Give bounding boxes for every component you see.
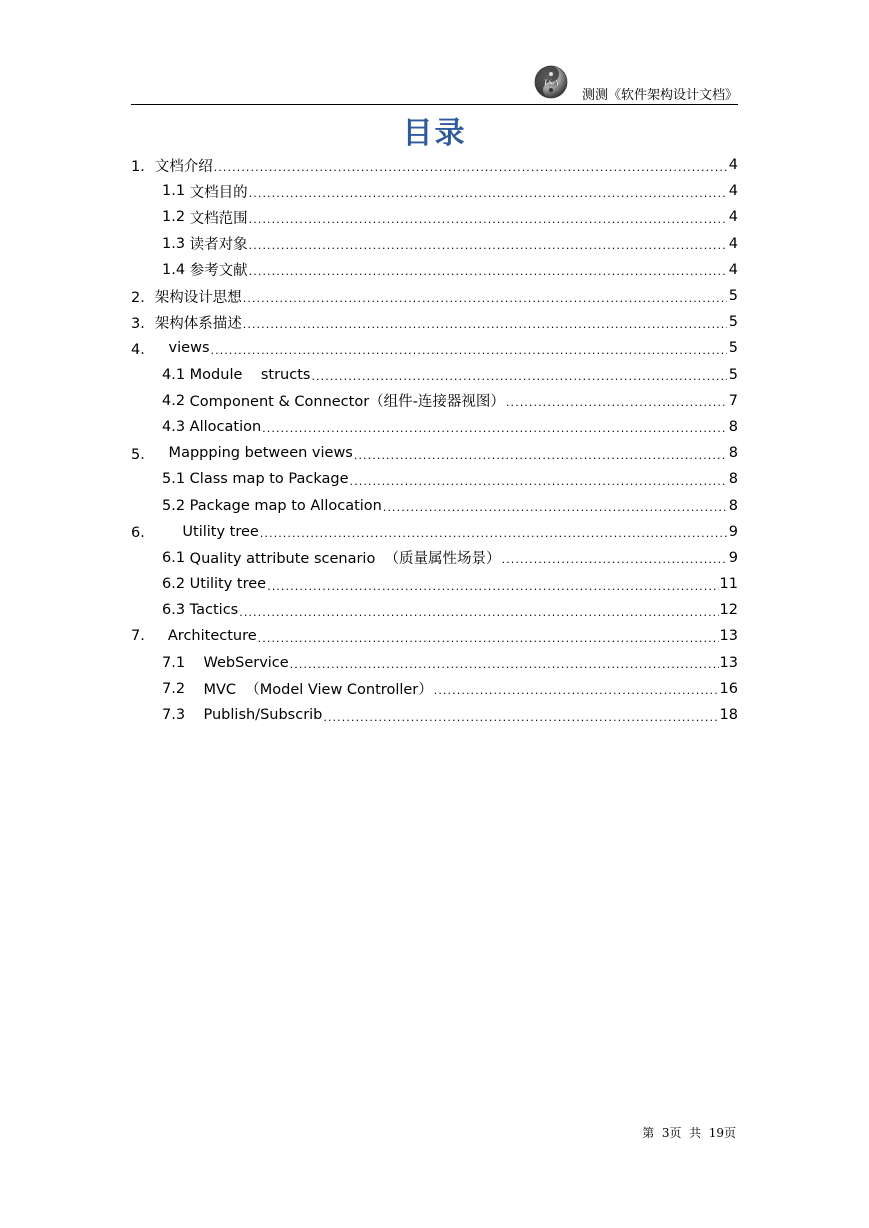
toc-entry-title: views bbox=[154, 340, 210, 357]
toc-entry-number: 6.2 bbox=[162, 576, 190, 593]
toc-entry-page: 4 bbox=[728, 235, 738, 252]
toc-leader-dots bbox=[258, 632, 719, 645]
toc-entry-title: 文档目的 bbox=[189, 184, 248, 201]
table-of-contents bbox=[131, 152, 738, 728]
toc-entry-title: Utility tree bbox=[154, 523, 259, 540]
page-header bbox=[131, 62, 738, 105]
toc-entry-title: Architecture bbox=[167, 628, 257, 645]
toc-entry[interactable] bbox=[131, 623, 738, 649]
toc-entry[interactable] bbox=[131, 545, 738, 571]
toc-entry-title: 参考文献 bbox=[189, 263, 248, 280]
toc-leader-dots bbox=[214, 161, 727, 174]
toc-entry[interactable] bbox=[131, 702, 738, 728]
toc-entry-title: Quality attribute scenario （质量属性场景） bbox=[189, 551, 501, 568]
toc-entry-title: Publish/Subscrib bbox=[203, 707, 323, 724]
toc-entry-title: Component & Connector（组件-连接器视图） bbox=[189, 394, 505, 411]
logo bbox=[534, 65, 568, 99]
toc-entry[interactable] bbox=[131, 466, 738, 492]
toc-entry-title: Class map to Package bbox=[189, 471, 349, 488]
toc-leader-dots bbox=[249, 213, 727, 226]
toc-entry[interactable] bbox=[131, 362, 738, 388]
toc-entry-title: Allocation bbox=[189, 418, 262, 435]
toc-entry[interactable] bbox=[131, 204, 738, 230]
toc-entry-title: 架构设计思想 bbox=[154, 289, 242, 306]
toc-entry-number: 7.1 bbox=[162, 654, 204, 671]
toc-entry-page: 9 bbox=[728, 523, 738, 540]
toc-leader-dots bbox=[243, 318, 727, 331]
toc-entry-number: 7. bbox=[131, 628, 168, 645]
toc-entry-page: 5 bbox=[728, 340, 738, 357]
toc-entry[interactable] bbox=[131, 178, 738, 204]
toc-entry[interactable] bbox=[131, 309, 738, 335]
toc-entry-number: 5． bbox=[131, 446, 155, 463]
toc-leader-dots bbox=[502, 553, 727, 566]
toc-entry-number: 6． bbox=[131, 525, 155, 542]
toc-entry-title: Mappping between views bbox=[154, 445, 353, 462]
toc-entry-number: 1.3 bbox=[162, 235, 190, 252]
toc-entry-page: 11 bbox=[719, 576, 738, 593]
toc-leader-dots bbox=[267, 580, 718, 593]
toc-entry-title: 文档介绍 bbox=[154, 158, 213, 175]
toc-entry-page: 4 bbox=[728, 157, 738, 174]
toc-entry-number: 7.3 bbox=[162, 707, 204, 724]
toc-entry[interactable] bbox=[131, 414, 738, 440]
toc-leader-dots bbox=[249, 187, 727, 200]
toc-entry-page: 8 bbox=[728, 445, 738, 462]
toc-entry-title: Module structs bbox=[189, 366, 311, 383]
toc-entry-number: 6.3 bbox=[162, 602, 190, 619]
toc-entry-page: 8 bbox=[728, 471, 738, 488]
toc-entry-number: 3． bbox=[131, 315, 155, 332]
toc-entry[interactable] bbox=[131, 676, 738, 702]
toc-entry-page: 9 bbox=[728, 549, 738, 566]
toc-entry-page: 5 bbox=[728, 314, 738, 331]
toc-entry[interactable] bbox=[131, 519, 738, 545]
toc-entry-title: 架构体系描述 bbox=[154, 315, 242, 332]
toc-entry[interactable] bbox=[131, 257, 738, 283]
toc-entry-number: 1.2 bbox=[162, 209, 190, 226]
toc-entry-title: 文档范围 bbox=[189, 210, 248, 227]
toc-entry-title: MVC （Model View Controller） bbox=[203, 682, 433, 699]
toc-leader-dots bbox=[290, 658, 719, 671]
toc-leader-dots bbox=[211, 344, 727, 357]
toc-entry-number: 2． bbox=[131, 289, 155, 306]
toc-entry[interactable] bbox=[131, 335, 738, 361]
toc-entry-title: 读者对象 bbox=[189, 237, 248, 254]
toc-entry-page: 7 bbox=[728, 392, 738, 409]
toc-entry-number: 4.1 bbox=[162, 366, 190, 383]
toc-entry-page: 12 bbox=[719, 602, 738, 619]
logo-text: TSA bbox=[542, 78, 560, 88]
toc-entry-page: 4 bbox=[728, 209, 738, 226]
toc-leader-dots bbox=[262, 422, 727, 435]
toc-entry-number: 6.1 bbox=[162, 549, 190, 566]
toc-entry-number: 5.2 bbox=[162, 497, 190, 514]
toc-entry-title: Utility tree bbox=[189, 576, 267, 593]
toc-leader-dots bbox=[239, 606, 718, 619]
toc-leader-dots bbox=[434, 684, 719, 697]
toc-entry-page: 16 bbox=[719, 680, 738, 697]
toc-leader-dots bbox=[383, 501, 727, 514]
toc-entry[interactable] bbox=[131, 283, 738, 309]
toc-entry[interactable] bbox=[131, 597, 738, 623]
toc-leader-dots bbox=[323, 711, 718, 724]
toc-entry-number: 4． bbox=[131, 341, 155, 358]
toc-leader-dots bbox=[354, 449, 727, 462]
toc-entry-number: 1.1 bbox=[162, 183, 190, 200]
toc-entry-title: Tactics bbox=[189, 602, 239, 619]
toc-entry-page: 13 bbox=[719, 654, 738, 671]
toc-entry-number: 7.2 bbox=[162, 680, 204, 697]
toc-entry[interactable] bbox=[131, 388, 738, 414]
toc-entry-page: 13 bbox=[719, 628, 738, 645]
toc-entry[interactable] bbox=[131, 492, 738, 518]
toc-entry-title: WebService bbox=[203, 654, 289, 671]
toc-entry[interactable] bbox=[131, 231, 738, 257]
toc-leader-dots bbox=[243, 292, 727, 305]
toc-entry-number: 1． bbox=[131, 158, 155, 175]
toc-entry-page: 4 bbox=[728, 261, 738, 278]
page-number: 第 3页 共 19页 bbox=[642, 1126, 736, 1140]
toc-entry-page: 5 bbox=[728, 366, 738, 383]
toc-entry-title: Package map to Allocation bbox=[189, 497, 382, 514]
toc-entry-page: 5 bbox=[728, 288, 738, 305]
toc-entry-number: 5.1 bbox=[162, 471, 190, 488]
toc-leader-dots bbox=[249, 239, 727, 252]
toc-entry-number: 4.2 bbox=[162, 392, 190, 409]
toc-entry-page: 4 bbox=[728, 183, 738, 200]
toc-leader-dots bbox=[506, 396, 727, 409]
toc-entry[interactable] bbox=[131, 571, 738, 597]
toc-leader-dots bbox=[249, 265, 727, 278]
toc-entry-page: 18 bbox=[719, 707, 738, 724]
toc-entry-number: 4.3 bbox=[162, 418, 190, 435]
toc-leader-dots bbox=[350, 475, 727, 488]
toc-entry[interactable] bbox=[131, 152, 738, 178]
toc-title: 目录 bbox=[402, 116, 467, 151]
toc-entry[interactable] bbox=[131, 650, 738, 676]
header-title: 测测《软件架构设计文档》 bbox=[581, 88, 738, 103]
toc-leader-dots bbox=[260, 527, 727, 540]
toc-entry-page: 8 bbox=[728, 497, 738, 514]
toc-entry-number: 1.4 bbox=[162, 261, 190, 278]
toc-entry-page: 8 bbox=[728, 418, 738, 435]
toc-entry[interactable] bbox=[131, 440, 738, 466]
toc-leader-dots bbox=[311, 370, 727, 383]
